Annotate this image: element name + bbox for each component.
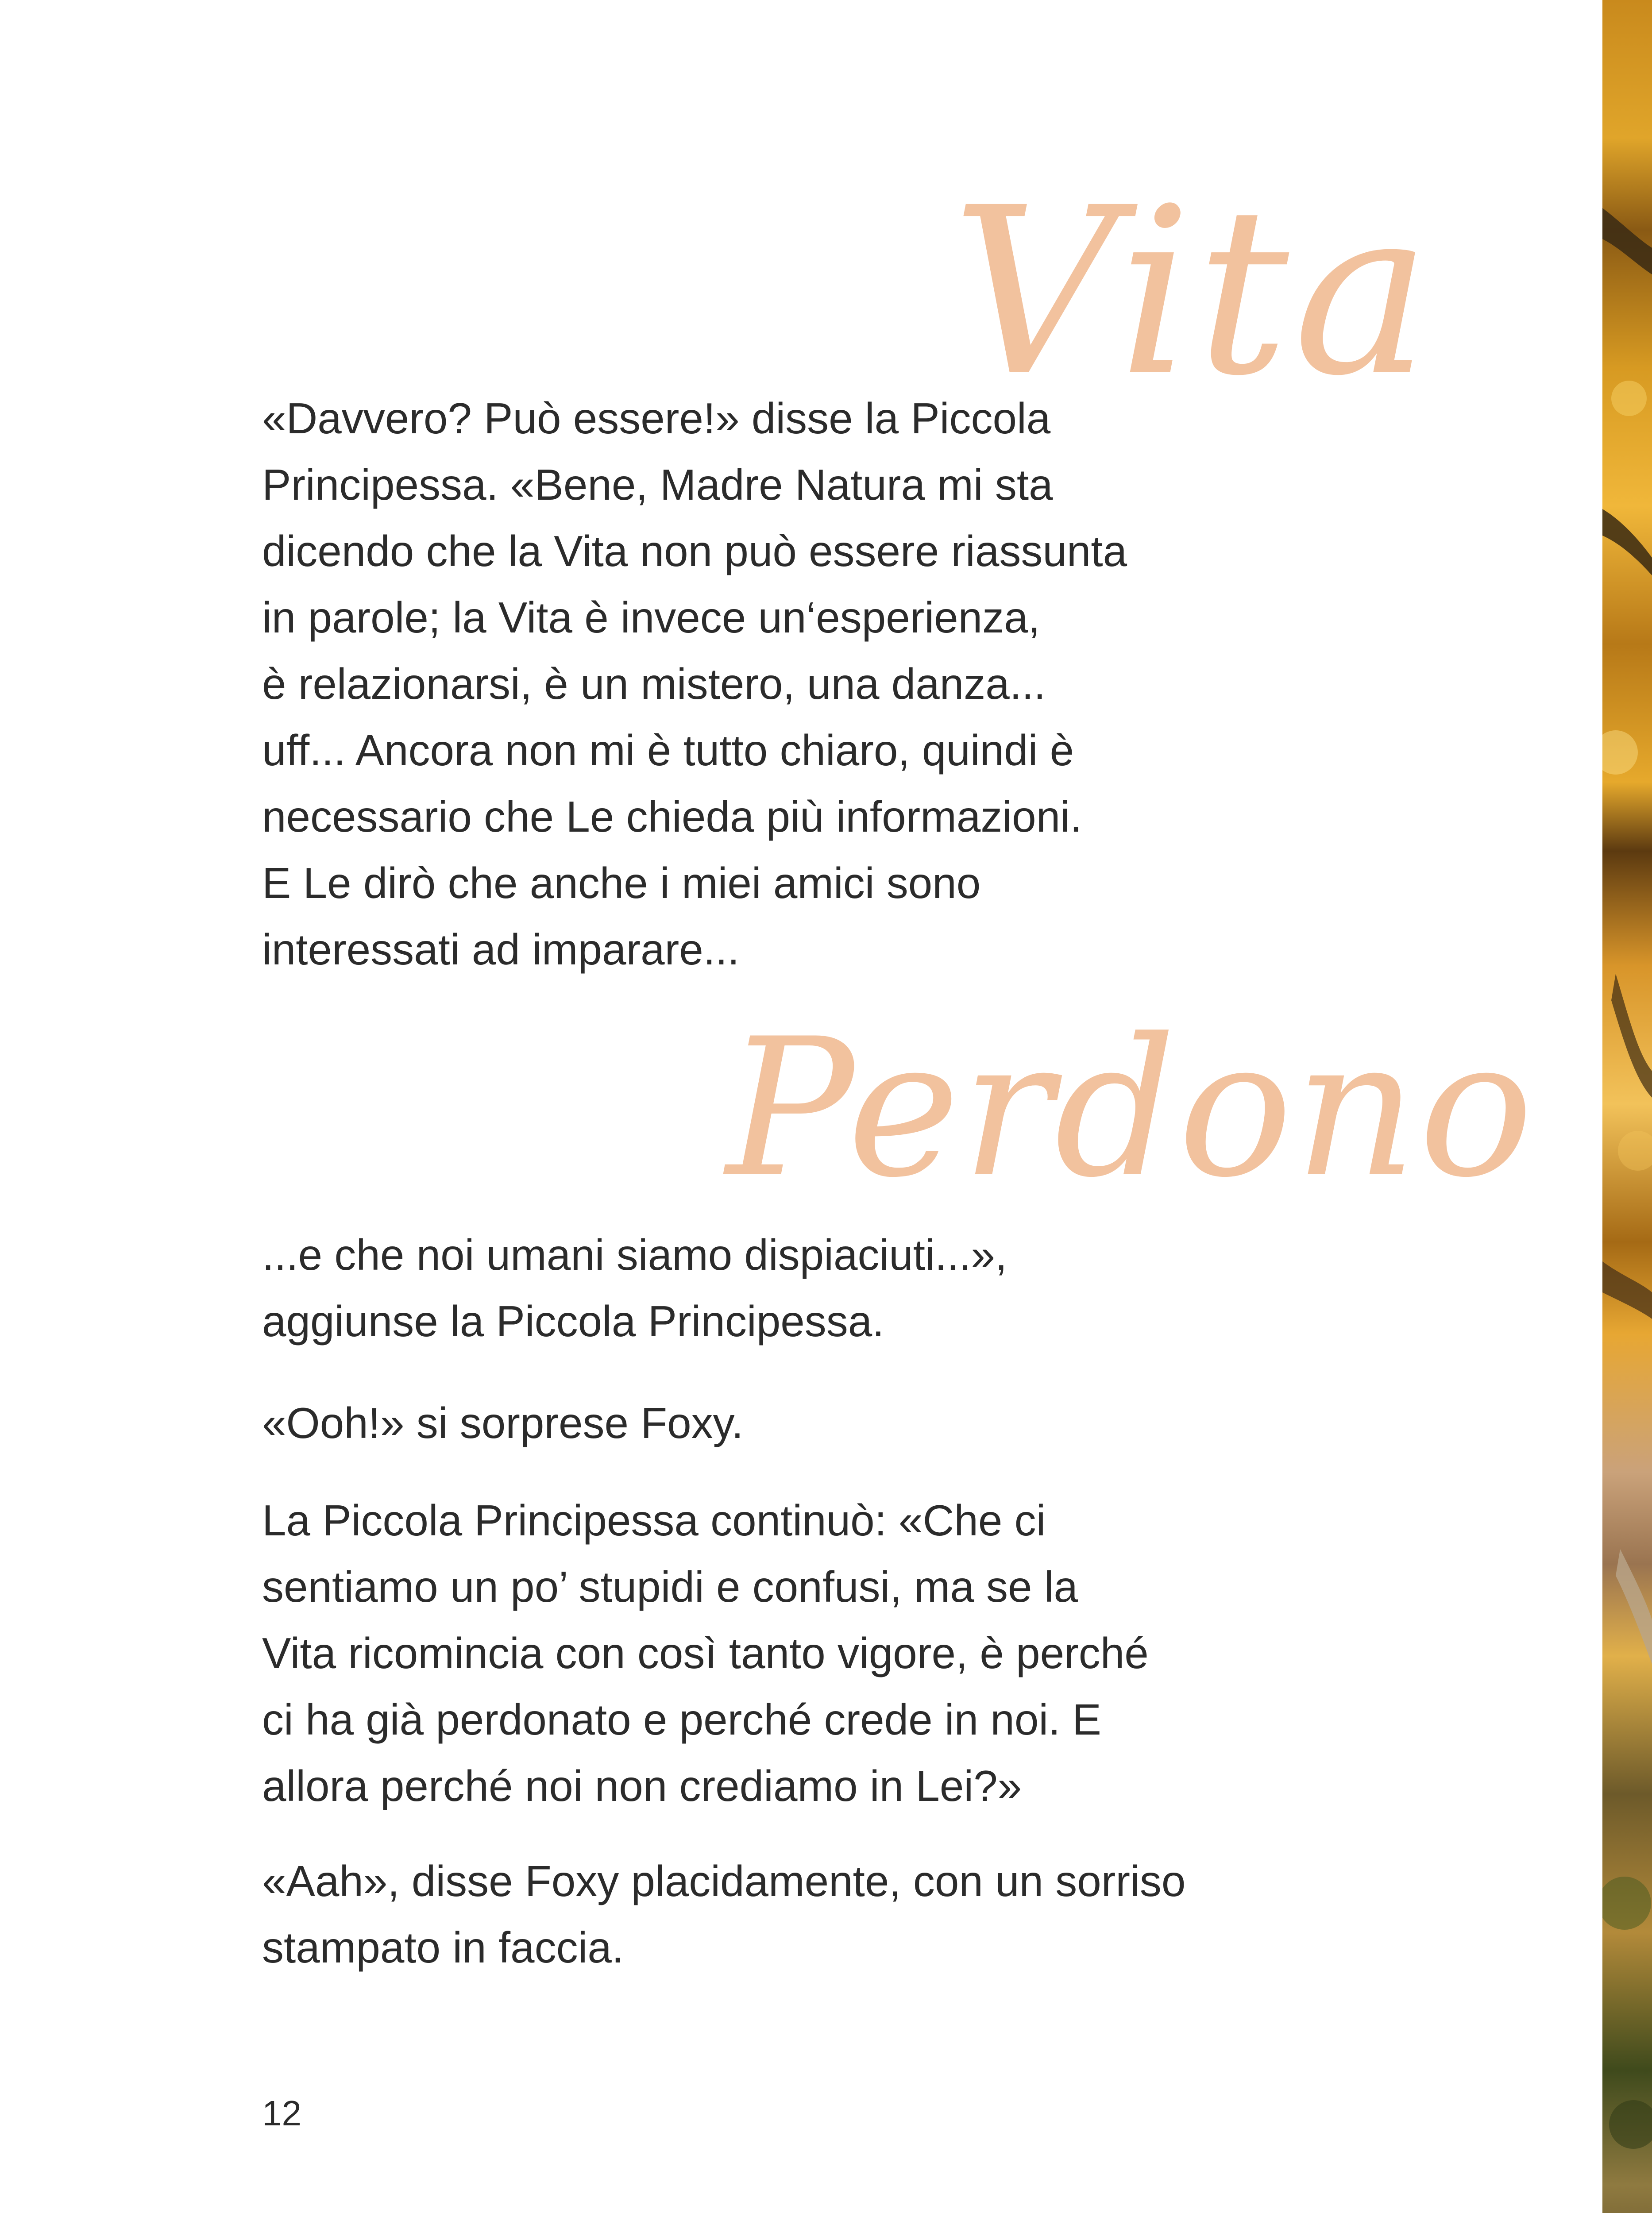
tree-branches-image xyxy=(1602,0,1652,2213)
paragraph-foxy-surprised: «Ooh!» si sorprese Foxy. xyxy=(262,1399,744,1447)
autumn-tree-photo-strip xyxy=(1602,0,1652,2213)
paragraph-foxy-smiles: «Aah», disse Foxy placidamente, con un sorriso stampato in faccia. xyxy=(262,1857,1186,1972)
paragraph-vita-dialogue: «Davvero? Può essere!» disse la Piccola Principessa. «Bene, Madre Natura mi sta dicendo che la Vita non può essere riassunta in parole; la Vita è invece un‘esperienza, è relazionarsi, è un mistero, una danza... uff... Ancora non mi è tutto chiaro, quindi è necessario che Le chieda più informazioni. E Le dirò che anche i miei amici sono interessati ad imparare... xyxy=(262,394,1127,974)
page-number: 12 xyxy=(262,2093,301,2133)
heading-perdono: Perdono xyxy=(726,998,1535,1219)
paragraph-humans-sorry: ...e che noi umani siamo dispiaciuti...», aggiunse la Piccola Principessa. xyxy=(262,1230,1007,1346)
paragraph-princess-continues: La Piccola Principessa continuò: «Che ci sentiamo un po’ stupidi e confusi, ma se la Vita ricomincia con così tanto vigore, è perché ci ha già perdonato e perché crede in noi. E allora perché noi non crediamo in Lei?» xyxy=(262,1496,1149,1810)
heading-vita: Vita xyxy=(952,158,1435,426)
